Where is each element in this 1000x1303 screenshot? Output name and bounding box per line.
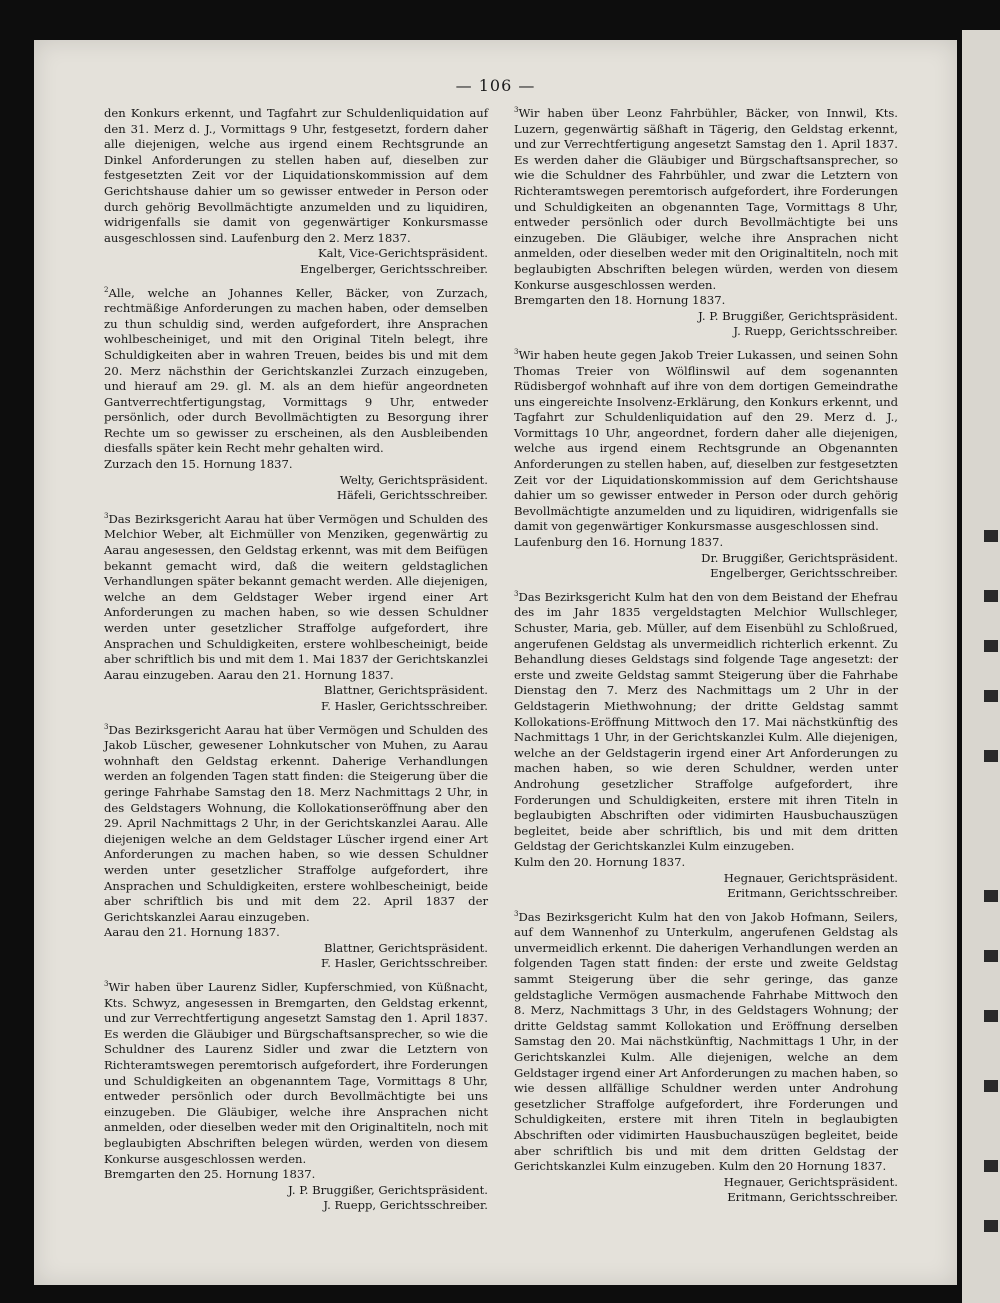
signature: J. P. Bruggißer, Gerichtspräsident. xyxy=(698,308,898,323)
signature: Engelberger, Gerichtsschreiber. xyxy=(300,261,488,276)
notice-body: den Konkurs erkennt, und Tagfahrt zur Schuldenliquidation auf den 31. Merz d. J., Vormittags 9 Uhr, festgesetzt, fordern daher alle diejenigen, welche aus irgend einem Rechtsgrunde an Dinkel Anforderungen zu stellen haben auf, dieselben zur festgesetzten Zeit vor der Liquidationskommission auf dem Gerichtshause dahier um so gewisser entweder in Person oder durch gehörig Bevollmächtigte anzumelden und zu liquidiren, widrigenfalls sie damit von gegenwärtiger Konkursmasse ausgeschlossen sind. Laufenburg den 2. Merz 1837. xyxy=(104,106,488,245)
signature: Engelberger, Gerichtsschreiber. xyxy=(710,566,898,581)
signature: Welty, Gerichtspräsident. xyxy=(339,472,488,487)
notice xyxy=(514,590,898,902)
notice-number: 3 xyxy=(514,106,519,115)
signature: F. Hasler, Gerichtsschreiber. xyxy=(321,956,488,971)
notice xyxy=(104,106,488,278)
notice-body: Wir haben über Leonz Fahrbühler, Bäcker, von Innwil, Kts. Luzern, gegenwärtig säßhaft in Tägerig, den Geldstag erkennt, und zur Verrechtfertigung angesetzt Samstag den 1. April 1837. Es werden daher die Gläubiger und Bürgschaftsansprecher, so wie die Schuldner des Fahrbühler, und zwar die Letztern von Richteramtswegen peremtorisch aufgefordert, ihre Forderungen und Schuldigkeiten an obgenannten Tage, Vormittags 8 Uhr, entweder persönlich oder durch Bevollmächtigte bei uns einzugeben. Die Gläubiger, welche ihre Ansprachen nicht anmelden, oder dieselben weder mit den Originaltiteln, noch mit beglaubigten Abschriften belegen würden, werden von diesem Konkurse ausgeschlossen werden. xyxy=(514,106,898,292)
notice-number: 3 xyxy=(104,722,109,731)
place-date: Zurzach den 15. Hornung 1837. xyxy=(104,457,293,472)
signature: Kalt, Vice-Gerichtspräsident. xyxy=(317,246,488,261)
notice xyxy=(104,723,488,973)
right-column xyxy=(514,106,898,1214)
place-date: Aarau den 21. Hornung 1837. xyxy=(104,925,280,940)
notice-body: Alle, welche an Johannes Keller, Bäcker, von Zurzach, rechtmäßige Anforderungen zu machen haben, oder demselben zu thun schuldig sind, werden aufgefordert, ihre Ansprachen wohlbescheiniget, und mit den Original Titeln belegt, ihre Schuldigkeiten aber in wahren Treuen, beides bis und mit dem 20. Merz nächsthin der Gerichtskanzlei Zurzach einzugeben, und hierauf am 29. gl. M. als an dem hiefür angeordneten Gantverrechtfertigungstag, Vormittags 9 Uhr, entweder persönlich, oder durch Bevollmächtigten zu Besorgung ihrer Rechte um so gewisser zu erscheinen, als den Ausbleibenden diesfalls später kein Recht mehr gehalten wird. xyxy=(104,285,488,456)
notice-number: 3 xyxy=(514,589,519,598)
signature: Eritmann, Gerichtsschreiber. xyxy=(727,1190,898,1205)
notice-number: 3 xyxy=(104,511,109,520)
place-date: Laufenburg den 16. Hornung 1837. xyxy=(514,535,724,550)
notice-body: Das Bezirksgericht Aarau hat über Vermögen und Schulden des Melchior Weber, alt Eichmüller von Menziken, gegenwärtig zu Aarau angesessen, den Geldstag erkennt, was mit dem Beifügen bekannt gemacht wird, daß die weitern geldstaglichen Verhandlungen später bekannt gemacht werden. Alle diejenigen, welche an dem Geldstager Weber irgend einer Art Anforderungen zu machen haben, so wie dessen Schuldner werden unter gesetzlicher Straffolge aufgefordert, ihre Ansprachen und Schuldigkeiten, erstere wohlbescheinigt, beide aber schriftlich bis und mit dem 1. Mai 1837 der Gerichtskanzlei Aarau einzugeben. Aarau den 21. Hornung 1837. xyxy=(104,511,488,682)
signature: Blattner, Gerichtspräsident. xyxy=(324,683,488,698)
signature: Eritmann, Gerichtsschreiber. xyxy=(727,886,898,901)
place-date: Bremgarten den 25. Hornung 1837. xyxy=(104,1167,316,1182)
notice-number: 3 xyxy=(514,348,519,357)
notice-number: 3 xyxy=(104,980,109,989)
notice-number: 3 xyxy=(514,909,519,918)
notice-body: Das Bezirksgericht Kulm hat den von Jakob Hofmann, Seilers, auf dem Wannenhof zu Unterkulm, angerufenen Geldstag als unvermeidlich erkennt. Die daherigen Verhandlungen werden an folgenden Tagen statt finden: der erste und zweite Geldstag sammt Steigerung über die sehr geringe, das ganze geldstagliche Vermögen ausmachende Fahrhabe Mittwoch den 8. Merz, Nachmittags 3 Uhr, in des Geldstagers Wohnung; der dritte Geldstag sammt Kollokation und Eröffnung derselben Samstag den 20. Mai nächstkünftig, Nachmittags 1 Uhr, in der Gerichtskanzlei Kulm. Alle diejenigen, welche an dem Geldstager irgend einer Art Anforderungen zu machen haben, so wie dessen allfällige Schuldner werden unter Androhung gesetzlicher Straffolge aufgefordert, ihre Forderungen und Schuldigkeiten, erstere mit ihren Titeln in beglaubigten Abschriften oder vidimirten Hausbuchauszügen begleitet, beide aber schriftlich bis und mit dem dritten Geldstag der Gerichtskanzlei Kulm einzugeben. Kulm den 20 Hornung 1837. xyxy=(514,909,898,1174)
notice xyxy=(514,910,898,1206)
page-number: — 106 — xyxy=(455,76,536,95)
notice-number: 2 xyxy=(104,285,109,294)
newspaper-page xyxy=(34,40,957,1285)
signature: Häfeli, Gerichtsschreiber. xyxy=(336,488,488,503)
notice xyxy=(104,512,488,715)
signature: J. P. Bruggißer, Gerichtspräsident. xyxy=(288,1182,488,1197)
signature: Hegnauer, Gerichtspräsident. xyxy=(723,870,898,885)
notice-body: Das Bezirksgericht Aarau hat über Vermögen und Schulden des Jakob Lüscher, gewesener Lohnkutscher von Muhen, zu Aarau wohnhaft den Geldstag erkennt. Daherige Verhandlungen werden an folgenden Tagen statt finden: die Steigerung über die geringe Fahrhabe Samstag den 18. Merz Nachmittags 2 Uhr, in des Geldstagers Wohnung, die Kollokationseröffnung aber den 29. April Nachmittags 2 Uhr, in der Gerichtskanzlei Aarau. Alle diejenigen welche an dem Geldstager Lüscher irgend einer Art Anforderungen zu machen haben, so wie dessen Schuldner werden unter gesetzlicher Straffolge aufgefordert, ihre Ansprachen und Schuldigkeiten, erstere wohlbescheinigt, beide aber schriftlich bis und mit dem 22. April 1837 der Gerichtskanzlei Aarau einzugeben. xyxy=(104,722,488,924)
signature: Blattner, Gerichtspräsident. xyxy=(324,940,488,955)
place-date: Kulm den 20. Hornung 1837. xyxy=(514,854,686,869)
signature: Hegnauer, Gerichtspräsident. xyxy=(723,1174,898,1189)
signature: Dr. Bruggißer, Gerichtspräsident. xyxy=(701,550,898,565)
notice-body: Das Bezirksgericht Kulm hat den von dem Beistand der Ehefrau des im Jahr 1835 vergeldstagten Melchior Wullschleger, Schuster, Maria, geb. Müller, auf dem Eisenbühl zu Schloßrued, angerufenen Geldstag als unvermeidlich richterlich erkennt. Zu Behandlung dieses Geldstags sind folgende Tage angesetzt: der erste und zweite Geldstag sammt Steigerung über die Fahrhabe Dienstag den 7. Merz des Nachmittags um 2 Uhr in der Geldstagerin Miethwohnung; der dritte Geldstag sammt Kollokations-Eröffnung Mittwoch den 17. Mai nächstkünftig des Nachmittags 1 Uhr, in der Gerichtskanzlei Kulm. Alle diejenigen, welche an der Geldstagerin irgend einer Art Anforderungen zu machen haben, so wie deren Schuldner, werden unter Androhung gesetzlicher Straffolge aufgefordert, ihre Forderungen und Schuldigkeiten, erstere mit ihren Titeln in beglaubigten Abschriften oder vidimirten Hausbuchauszügen begleitet, beide aber schriftlich, bis und mit dem dritten Geldstag der Gerichtskanzlei Kulm einzugeben. xyxy=(514,589,898,854)
left-column xyxy=(104,106,488,1222)
notice xyxy=(104,286,488,504)
place-date: Bremgarten den 18. Hornung 1837. xyxy=(514,293,726,308)
signature: F. Hasler, Gerichtsschreiber. xyxy=(321,698,488,713)
notice-body: Wir haben über Laurenz Sidler, Kupferschmied, von Küßnacht, Kts. Schwyz, angesessen in Bremgarten, den Geldstag erkennt, und zur Verrechtfertigung angesetzt Samstag den 1. April 1837. Es werden die Gläubiger und Bürgschaftsansprecher, so wie die Schuldner des Laurenz Sidler und zwar die Letztern von Richteramtswegen peremtorisch aufgefordert, ihre Forderungen und Schuldigkeiten an obgenanntem Tage, Vormittags 8 Uhr, entweder persönlich oder durch Bevollmächtigte bei uns einzugeben. Die Gläubiger, welche ihre Ansprachen nicht anmelden, oder dieselben weder mit den Originaltiteln, noch mit beglaubigten Abschriften belegen würden, werden von diesem Konkurse ausgeschlossen werden. xyxy=(104,980,488,1166)
notice xyxy=(104,980,488,1214)
notice xyxy=(514,348,898,582)
signature: J. Ruepp, Gerichtsschreiber. xyxy=(733,324,898,339)
notice xyxy=(514,106,898,340)
adjacent-page-edge xyxy=(962,30,1000,1303)
signature: J. Ruepp, Gerichtsschreiber. xyxy=(323,1198,488,1213)
notice-body: Wir haben heute gegen Jakob Treier Lukassen, und seinen Sohn Thomas Treier von Wölflinswil auf dem sogenannten Rüdisbergof wohnhaft auf ihre von dem dortigen Gemeindrathe uns eingereichte Insolvenz-Erklärung, den Konkurs erkennt, und Tagfahrt zur Schuldenliquidation auf den 29. Merz d. J., Vormittags 10 Uhr, angeordnet, fordern daher alle diejenigen, welche aus irgend einem Rechtsgrunde an Obgenannten Anforderungen zu stellen haben, auf, dieselben zur festgesetzten Zeit vor der Liquidationskommission auf dem Gerichtshause dahier um so gewisser entweder in Person oder durch gehörig Bevollmächtigte anzumelden und zu liquidiren, widrigenfalls sie damit von gegenwärtiger Konkursmasse ausgeschlossen sind. xyxy=(514,347,898,534)
